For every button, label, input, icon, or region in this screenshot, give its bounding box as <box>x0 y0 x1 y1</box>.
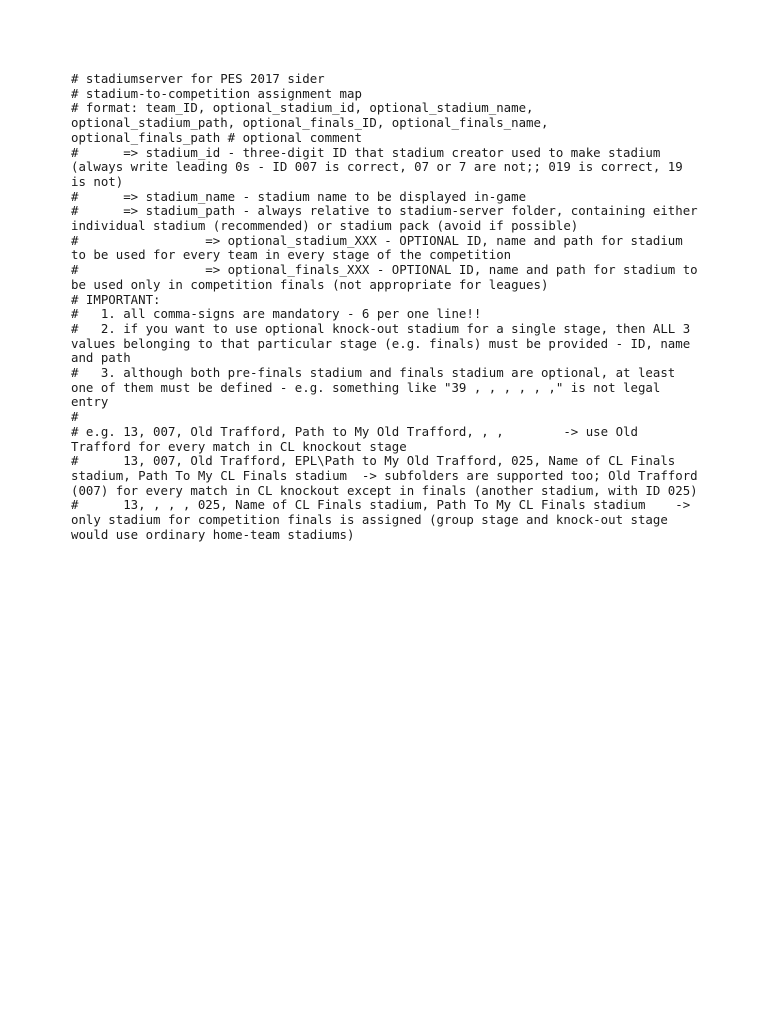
comment-line-stadium-name: # => stadium_name - stadium name to be displayed in-game <box>71 188 527 204</box>
comment-line-important: # IMPORTANT: <box>71 291 161 307</box>
document-page <box>71 71 706 543</box>
comment-line-title: # stadiumserver for PES 2017 sider <box>71 71 325 86</box>
comment-line-stadium-id: # => stadium_id - three-digit ID that stadium creator used to make stadium (always write leading 0s - ID 007 is correct, 07 or 7 are not;; 019 is correct, 19 is not) <box>71 144 691 189</box>
comment-line-rule-2: # 2. if you want to use optional knock-out stadium for a single stage, then ALL 3 values belonging to that particular stage (e.g. finals) must be provided - ID, name and path <box>71 320 698 366</box>
comment-line-rule-3: # 3. although both pre-finals stadium and finals stadium are optional, at least one of them must be defined - e.g. something like "39 , , , , , ," is not legal entry <box>71 365 683 410</box>
comment-line-blank: # <box>71 409 79 425</box>
comment-line-example-1: # e.g. 13, 007, Old Trafford, Path to My Old Trafford, , , -> use Old Trafford for every match in CL knockout stage <box>71 423 646 454</box>
comment-line-subtitle: # stadium-to-competition assignment map <box>71 85 362 101</box>
comment-line-stadium-path: # => stadium_path - always relative to stadium-server folder, containing either individual stadium (recommended) or stadium pack (avoid if possible) <box>71 203 706 234</box>
comment-line-format: # format: team_ID, optional_stadium_id, optional_stadium_name, optional_stadium_path, optional_finals_ID, optional_finals_name, optional_finals_path # optional comment <box>71 100 556 145</box>
comment-line-example-3: # 13, , , , 025, Name of CL Finals stadium, Path To My CL Finals stadium -> only stadium for competition finals is assigned (group stage and knock-out stage would use ordinary home-team stadiums) <box>71 497 698 542</box>
comment-line-example-2: # 13, 007, Old Trafford, EPL\Path to My Old Trafford, 025, Name of CL Finals stadium, Path To My CL Finals stadium -> subfolders are supported too; Old Trafford (007) for every match in CL knockout except in finals (another stadium, with ID 025) <box>71 453 706 498</box>
comment-line-rule-1: # 1. all comma-signs are mandatory - 6 per one line!! <box>71 306 482 322</box>
comment-line-optional-finals: # => optional_finals_XXX - OPTIONAL ID, name and path for stadium to be used only in competition finals (not appropriate for leagues) <box>71 262 706 292</box>
comment-line-optional-stadium: # => optional_stadium_XXX - OPTIONAL ID, name and path for stadium to be used for every team in every stage of the competition <box>71 232 691 263</box>
